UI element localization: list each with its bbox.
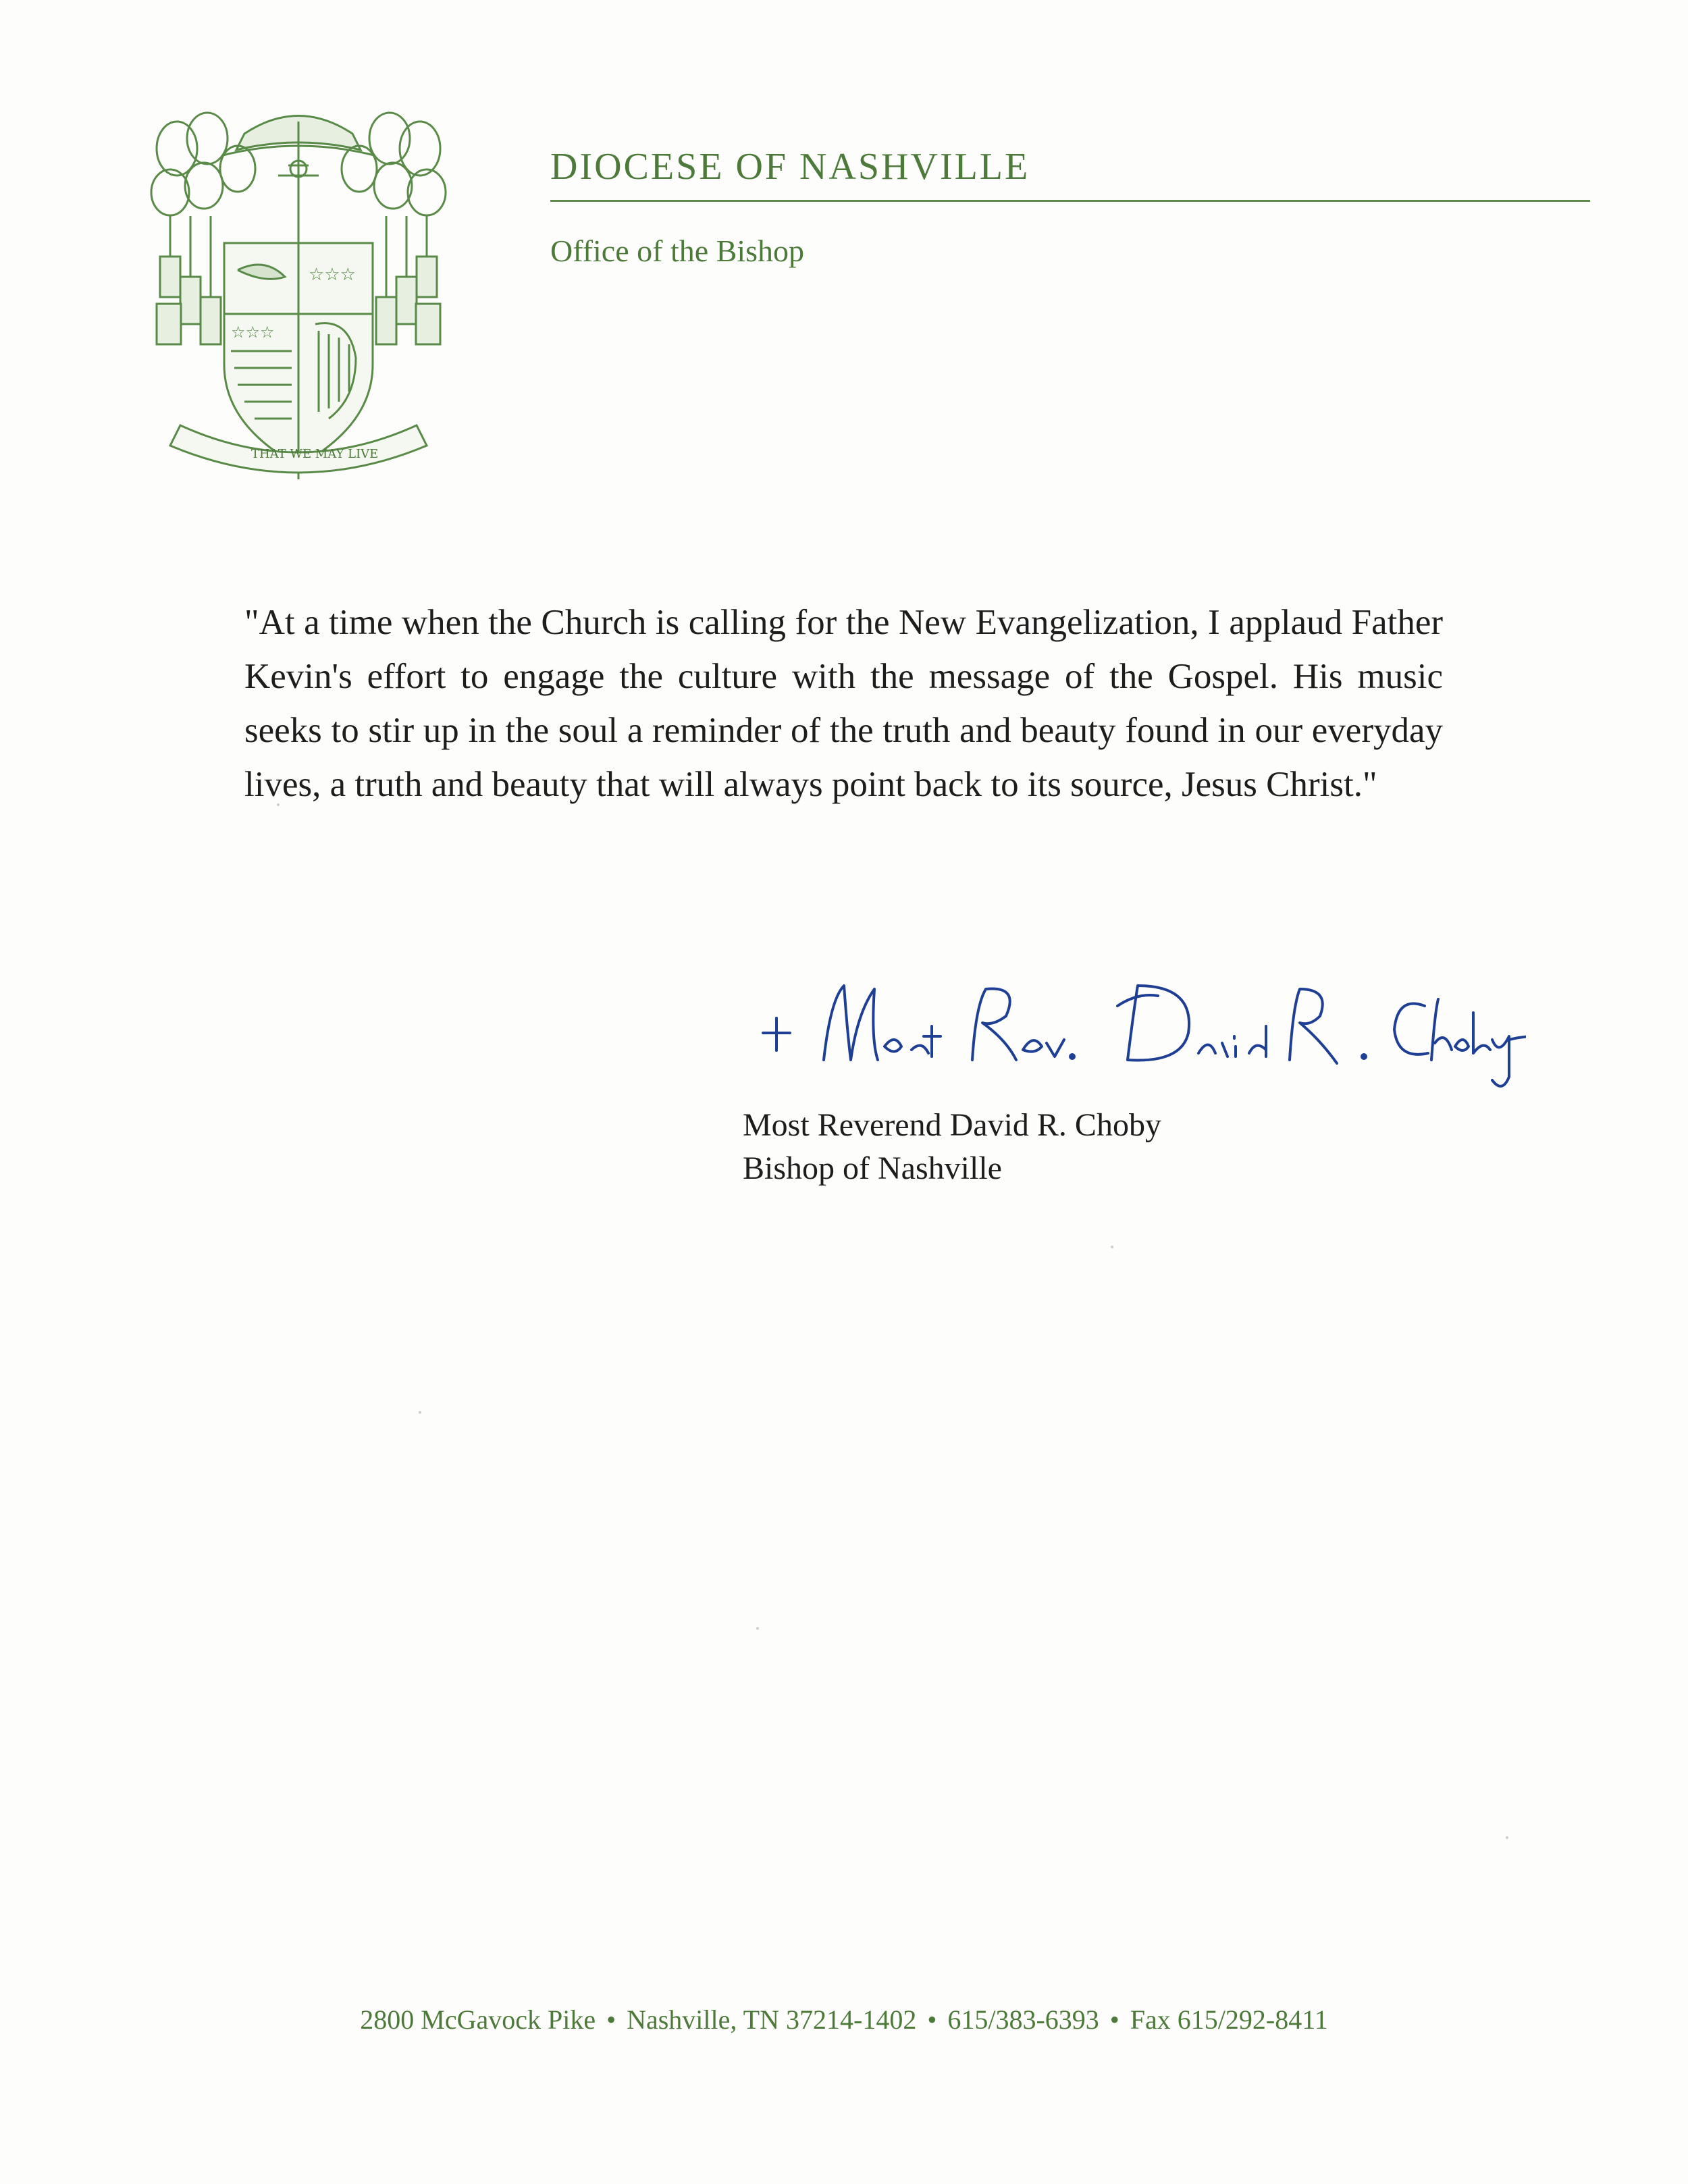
svg-text:☆☆☆: ☆☆☆ — [309, 265, 356, 285]
organization-name: DIOCESE OF NASHVILLE — [550, 146, 1030, 188]
paper-speck — [1111, 1246, 1113, 1248]
footer-separator: • — [1109, 2004, 1119, 2035]
letterhead-footer — [0, 2004, 1688, 2035]
endorsement-quote: "At a time when the Church is calling for the New Evangelization, I applaud Father Kevin's effort to engage the culture with the message of the Gospel. His music seeks to stir up in the soul a reminder of the truth and beauty found in our everyday lives, a truth and beauty that will always point back to its source, Jesus Christ." — [244, 603, 1443, 804]
paper-speck — [1506, 1836, 1508, 1839]
handwritten-signature — [749, 959, 1526, 1107]
footer-address: 2800 McGavock Pike — [360, 2004, 596, 2035]
footer-city: Nashville, TN 37214-1402 — [627, 2004, 917, 2035]
header-divider — [550, 200, 1590, 202]
footer-phone: 615/383-6393 — [947, 2004, 1099, 2035]
crest-motto-lettering: THAT WE MAY LIVE — [251, 447, 379, 461]
signer-title: Bishop of Nashville — [743, 1150, 1002, 1186]
footer-separator: • — [606, 2004, 616, 2035]
office-name: Office of the Bishop — [550, 234, 805, 268]
signer-name: Most Reverend David R. Choby — [743, 1107, 1161, 1143]
footer-fax: Fax 615/292-8411 — [1130, 2004, 1328, 2035]
diocese-crest-icon — [143, 101, 454, 493]
svg-text:☆☆☆: ☆☆☆ — [231, 323, 275, 342]
paper-speck — [419, 1411, 421, 1414]
signer-block — [743, 1104, 1161, 1190]
footer-separator: • — [927, 2004, 937, 2035]
paper-speck — [756, 1627, 759, 1630]
